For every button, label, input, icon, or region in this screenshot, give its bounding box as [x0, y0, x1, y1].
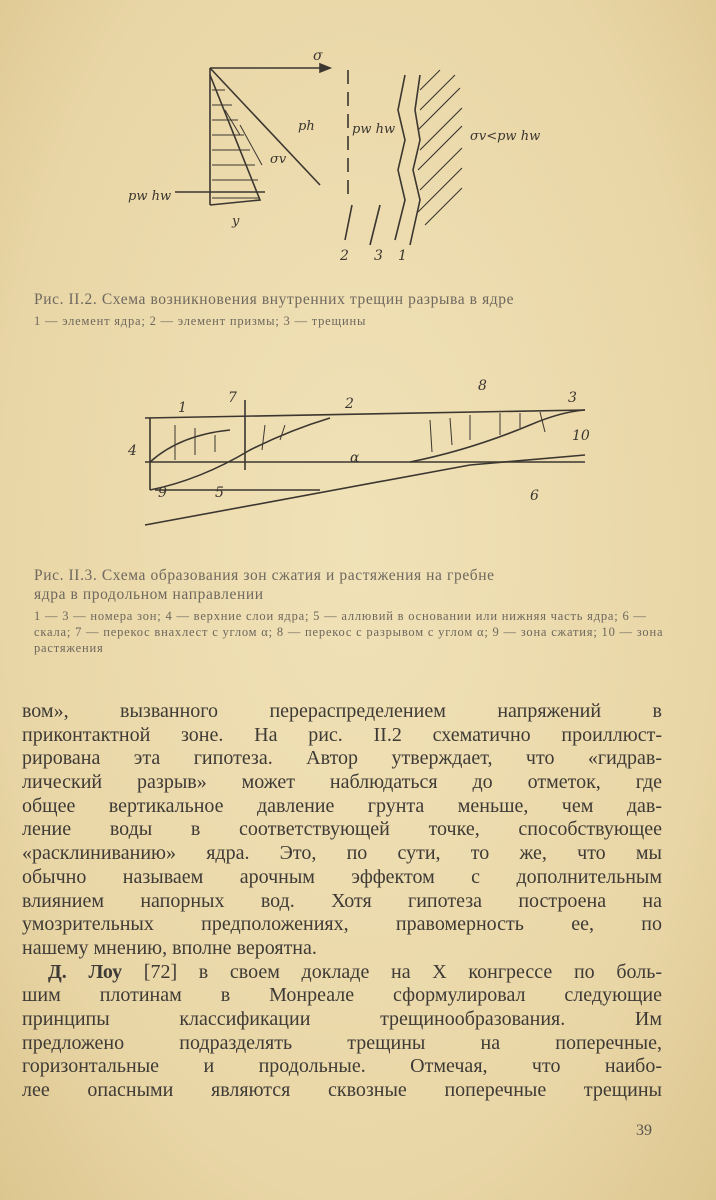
author-name: Д. Лоу: [48, 960, 123, 983]
label-sigma: σ: [313, 48, 323, 64]
text-line: приконтактной зоне. На рис. II.2 схематично проиллюст-: [22, 723, 662, 746]
text-line: шим плотинам в Монреале сформулировал следующие: [22, 984, 662, 1007]
text-line: «расклиниванию» ядра. Это, по сути, то же, что мы: [22, 842, 662, 865]
text-line: ление воды в соответствующей точке, способствующее: [22, 818, 662, 841]
text-line: рирована эта гипотеза. Автор утверждает, что «гидрав-: [22, 747, 662, 770]
text-line: горизонтальные и продольные. Отмечая, что наибо-: [22, 1055, 662, 1078]
label-6: 6: [530, 488, 539, 504]
label-7: 7: [228, 390, 237, 406]
label-1: 1: [398, 248, 407, 264]
body-text: [22, 700, 662, 1103]
text-line: лее опасными являются сквозные поперечные трещины: [22, 1079, 662, 1101]
text-line: лический разрыв» может наблюдаться до отметок, где: [22, 771, 662, 794]
text-fragment: [72] в своем докладе на X конгрессе по боль-: [143, 960, 663, 983]
caption-title: Рис. II.2. Схема возникновения внутренних трещин разрыва в ядре: [34, 291, 515, 308]
label-inequality: σv<pw hw: [470, 129, 541, 144]
label-4: 4: [128, 443, 137, 459]
text-line: нашему мнению, вполне вероятна.: [22, 936, 317, 959]
label-alpha: α: [350, 450, 360, 466]
figure-ii-3-diagram: [0, 340, 716, 570]
caption-title-line-1: Рис. II.3. Схема образования зон сжатия и растяжения на гребне: [34, 567, 495, 584]
text-line: умозрительных предположениях, правомерность ее, по: [22, 913, 662, 936]
label-3: 3: [374, 248, 383, 264]
paragraph-2-first-line: [22, 961, 662, 985]
label-3: 3: [568, 390, 577, 406]
label-y: y: [232, 214, 240, 229]
figure-ii-2-caption: [34, 290, 674, 329]
text-line: принципы классификации трещинообразования. Им: [22, 1007, 662, 1030]
caption-title-line-2: ядра в продольном направлении: [34, 586, 264, 603]
figure-ii-3-caption: [34, 566, 674, 656]
label-pw-hw-left: pw hw: [128, 189, 172, 204]
label-10: 10: [572, 428, 590, 444]
caption-legend: 1 — 3 — номера зон; 4 — верхние слои ядра; 5 — аллювий в основании или нижняя часть ядра; 6 — скала; 7 — перекос внахлест с углом α; 8 — перекос с разрывом с углом α; 9 — зона сжатия; 10 — зона растяжения: [34, 609, 664, 655]
label-pw-hw-mid: pw hw: [352, 122, 396, 137]
label-9: 9: [158, 485, 167, 501]
label-2: 2: [340, 248, 349, 264]
text-line: предложено подразделять трещины на поперечные,: [22, 1031, 662, 1054]
label-2: 2: [345, 396, 354, 412]
label-8: 8: [478, 378, 487, 394]
label-ph: ph: [298, 119, 315, 134]
caption-legend: 1 — элемент ядра; 2 — элемент призмы; 3 — трещины: [34, 314, 367, 328]
label-1: 1: [178, 400, 187, 416]
label-sigma-v: σv: [270, 152, 287, 167]
text-line: общее вертикальное давление грунта меньше, чем дав-: [22, 794, 662, 817]
text-line: влиянием напорных вод. Хотя гипотеза построена на: [22, 889, 662, 912]
label-5: 5: [215, 485, 224, 501]
text-line: обычно называем арочным эффектом с дополнительным: [22, 865, 662, 888]
figure-ii-2-diagram: [0, 0, 716, 280]
text-line: вом», вызванного перераспределением напряжений в: [22, 700, 662, 722]
page-number: 39: [636, 1122, 652, 1139]
